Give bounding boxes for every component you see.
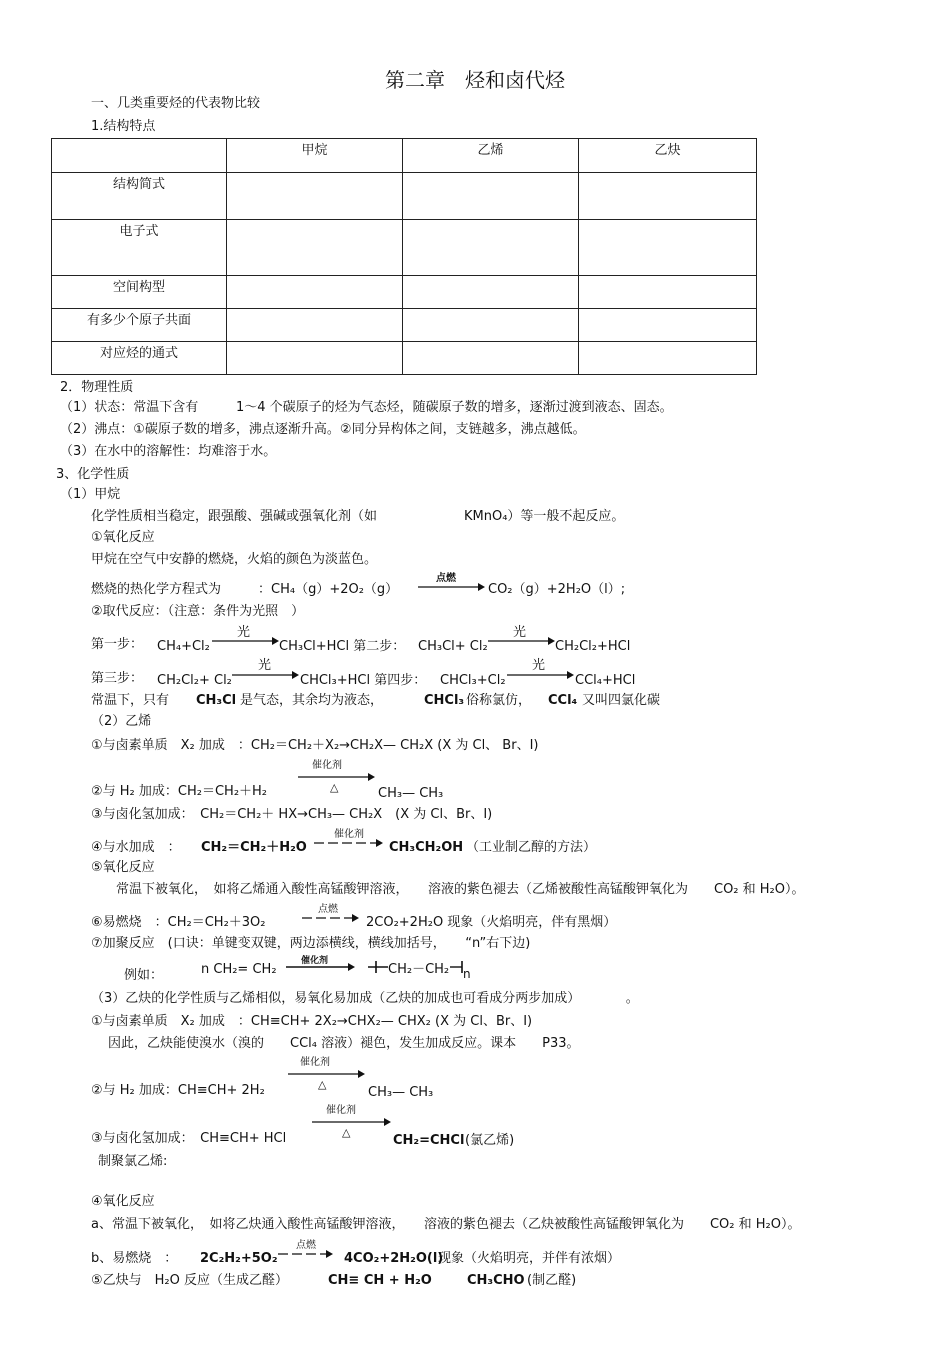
table-header-cell — [52, 139, 227, 173]
table-header-cell: 甲烷 — [227, 139, 403, 173]
paragraph: （3）乙炔的化学性质与乙烯相似，易氧化易加成（乙炔的加成也可看成分两步加成） 。 — [91, 991, 639, 1006]
condition-label: 催化剂 — [334, 829, 364, 840]
formula: 4CO₂+2H₂O(l) — [344, 1251, 444, 1266]
equation-text: 2CO₂+2H₂O 现象（火焰明亮，伴有黑烟） — [366, 915, 617, 930]
table-cell — [579, 276, 757, 309]
section-heading: 一、几类重要烃的代表物比较 — [91, 96, 261, 111]
table-cell — [227, 173, 403, 220]
subscript-n: n — [463, 967, 471, 981]
condition-label: 点燃 — [296, 1240, 316, 1251]
condition-label: 催化剂 — [300, 1057, 330, 1068]
paragraph: 甲烷在空气中安静的燃烧，火焰的颜色为淡蓝色。 — [91, 552, 378, 567]
table-row-header: 结构简式 — [52, 173, 227, 220]
equation-text: ：CH₄（g）+2O₂（g） — [258, 582, 399, 597]
reaction-arrow — [312, 1117, 392, 1127]
paragraph: （1）状态：常温下含有 — [60, 400, 199, 415]
paragraph: 常温下，只有 — [91, 693, 170, 708]
comparison-table — [51, 138, 757, 375]
paragraph: 3、化学性质 — [56, 467, 130, 482]
equation-text: CHCl₃+HCl 第四步： — [300, 673, 427, 688]
reaction-arrow — [288, 1069, 366, 1079]
condition-label: 催化剂 — [301, 956, 329, 966]
condition-label: 点燃 — [318, 904, 338, 915]
table-row-header: 电子式 — [52, 220, 227, 276]
equation-text: CH₃— CH₃ — [378, 786, 444, 801]
table-cell — [227, 276, 403, 309]
reaction-arrow — [507, 670, 575, 680]
table-row-header: 有多少个原子共面 — [52, 309, 227, 342]
formula: CH₂－CH₂ — [388, 962, 450, 977]
equation-text: ②与 H₂ 加成：CH₂＝CH₂＋H₂ — [91, 784, 268, 799]
condition-label: △ — [330, 781, 339, 794]
table-header-cell: 乙烯 — [403, 139, 579, 173]
paragraph: 化学性质相当稳定，跟强酸、强碱或强氧化剂（如 — [91, 509, 378, 524]
paragraph: 又叫四氯化碳 — [582, 693, 661, 708]
table-cell — [579, 342, 757, 375]
formula: CH₃CHO — [467, 1273, 525, 1288]
table-cell — [227, 220, 403, 276]
equation-text: ①与卤素单质 X₂ 加成 ：CH₂＝CH₂＋X₂→CH₂X— CH₂X (X 为 Cl、 Br、I) — [91, 738, 539, 753]
paragraph: a、常温下被氧化， 如将乙炔通入酸性高锰酸钾溶液， 溶液的紫色褪去（乙炔被酸性高锰酸钾氧化为 CO₂ 和 H₂O）。 — [91, 1217, 801, 1232]
condition-label: 光 — [237, 625, 251, 640]
paragraph: KMnO₄）等一般不起反应。 — [464, 509, 625, 524]
table-cell — [403, 342, 579, 375]
paragraph: 俗称氯仿， — [466, 693, 532, 708]
paragraph: 是气态，其余均为液态， — [240, 693, 384, 708]
formula: CH₃CH₂OH — [389, 840, 464, 855]
condition-label: 点燃 — [436, 573, 456, 584]
equation-text: CH₃Cl+HCl 第二步： — [279, 639, 406, 654]
equation-text: CCl₄+HCl — [575, 673, 636, 688]
equation-text: ③与卤化氢加成： CH₂＝CH₂＋ HX→CH₃— CH₂X (X 为 Cl、Br、I) — [91, 807, 493, 822]
paragraph: 因此，乙炔能使溴水（溴的 CCl₄ 溶液）褪色，发生加成反应。课本 P33。 — [108, 1036, 580, 1051]
formula: CCl₄ — [548, 693, 578, 708]
formula: CH≡ CH + H₂O — [328, 1273, 432, 1288]
table-row-header: 空间构型 — [52, 276, 227, 309]
condition-label: 光 — [513, 625, 527, 640]
table-cell — [403, 220, 579, 276]
table-cell — [579, 220, 757, 276]
equation-text: ①与卤素单质 X₂ 加成 ：CH≡CH+ 2X₂→CHX₂— CHX₂ (X 为 Cl、Br、I) — [91, 1014, 533, 1029]
paragraph: (制乙醛) — [527, 1273, 577, 1288]
paragraph: 例如： — [124, 968, 164, 983]
reaction-arrow — [418, 582, 486, 592]
paragraph: ⑦加聚反应 (口诀：单键变双键，两边添横线，横线加括号， “n”右下边) — [91, 936, 531, 951]
paragraph: 2．物理性质 — [60, 380, 134, 395]
paragraph: ⑤乙炔与 H₂O 反应（生成乙醛） — [91, 1273, 289, 1288]
equation-text: CO₂（g）+2H₂O（l）; — [488, 582, 626, 597]
equation-text: CH₃— CH₃ — [368, 1085, 434, 1100]
paragraph: ①氧化反应 — [91, 530, 155, 545]
equation-text: b、易燃烧 ： — [91, 1251, 178, 1266]
paragraph: 现象（火焰明亮，并伴有浓烟） — [438, 1251, 621, 1266]
condition-label: 催化剂 — [312, 760, 342, 771]
formula: CH₂=CHCl — [393, 1133, 465, 1148]
equation-text: CHCl₃+Cl₂ — [440, 673, 506, 688]
formula: n CH₂= CH₂ — [201, 962, 277, 977]
condition-label: △ — [318, 1078, 327, 1091]
table-row-header: 对应烃的通式 — [52, 342, 227, 375]
paragraph: （2）沸点：①碳原子数的增多，沸点逐渐升高。②同分异构体之间，支链越多，沸点越低。 — [60, 422, 586, 437]
equation-text: 第三步： — [91, 671, 144, 686]
table-cell — [579, 309, 757, 342]
formula: 2C₂H₂+5O₂ — [200, 1251, 278, 1266]
condition-label: 催化剂 — [326, 1105, 356, 1116]
page-title: 第二章 烃和卤代烃 — [385, 68, 565, 92]
reaction-arrow — [278, 1249, 334, 1259]
table-header-cell: 乙炔 — [579, 139, 757, 173]
paragraph: （3）在水中的溶解性：均难溶于水。 — [60, 444, 277, 459]
condition-label: 光 — [258, 658, 272, 673]
paragraph: (氯乙烯) — [465, 1133, 515, 1148]
equation-text: CH₂Cl₂+HCl — [555, 639, 631, 654]
subsection-heading: 1.结构特点 — [91, 119, 156, 134]
paragraph: 常温下被氧化， 如将乙烯通入酸性高锰酸钾溶液， 溶液的紫色褪去（乙烯被酸性高锰酸钾氧化为 CO₂ 和 H₂O）。 — [116, 882, 805, 897]
formula: CH₃Cl — [196, 693, 237, 708]
equation-text: ③与卤化氢加成： CH≡CH+ HCl — [91, 1131, 287, 1146]
paragraph: ④氧化反应 — [91, 1194, 155, 1209]
formula: CH₂＝CH₂＋H₂O — [201, 840, 307, 855]
equation-text: CH₃Cl+ Cl₂ — [418, 639, 488, 654]
paragraph: 1～4 个碳原子的烃为气态烃，随碳原子数的增多，逐渐过渡到液态、固态。 — [236, 400, 673, 415]
equation-text: CH₂Cl₂+ Cl₂ — [157, 673, 232, 688]
equation-text: ②与 H₂ 加成：CH≡CH+ 2H₂ — [91, 1083, 265, 1098]
table-cell — [227, 342, 403, 375]
equation-text: ④与水加成 ： — [91, 840, 181, 855]
reaction-arrow — [488, 636, 556, 646]
paragraph: 制聚氯乙烯: — [98, 1154, 168, 1169]
reaction-arrow — [286, 962, 356, 972]
paragraph: （工业制乙醇的方法） — [466, 840, 597, 855]
paragraph: （2）乙烯 — [91, 714, 152, 729]
paragraph: ②取代反应：（注意：条件为光照 ） — [91, 604, 305, 619]
table-cell — [227, 309, 403, 342]
reaction-arrow — [212, 636, 280, 646]
reaction-arrow — [302, 913, 360, 923]
table-cell — [403, 173, 579, 220]
reaction-arrow — [314, 838, 384, 848]
paragraph: ⑤氧化反应 — [91, 860, 155, 875]
table-cell — [403, 309, 579, 342]
table-cell — [403, 276, 579, 309]
equation-text: 燃烧的热化学方程式为 — [91, 582, 222, 597]
condition-label: △ — [342, 1126, 351, 1139]
formula: CHCl₃ — [424, 693, 465, 708]
table-cell — [579, 173, 757, 220]
condition-label: 光 — [532, 658, 546, 673]
equation-text: 第一步： — [91, 637, 144, 652]
equation-text: CH₄+Cl₂ — [157, 639, 210, 654]
paragraph: （1）甲烷 — [60, 487, 121, 502]
equation-text: ⑥易燃烧 ：CH₂＝CH₂＋3O₂ — [91, 915, 266, 930]
reaction-arrow — [232, 670, 300, 680]
